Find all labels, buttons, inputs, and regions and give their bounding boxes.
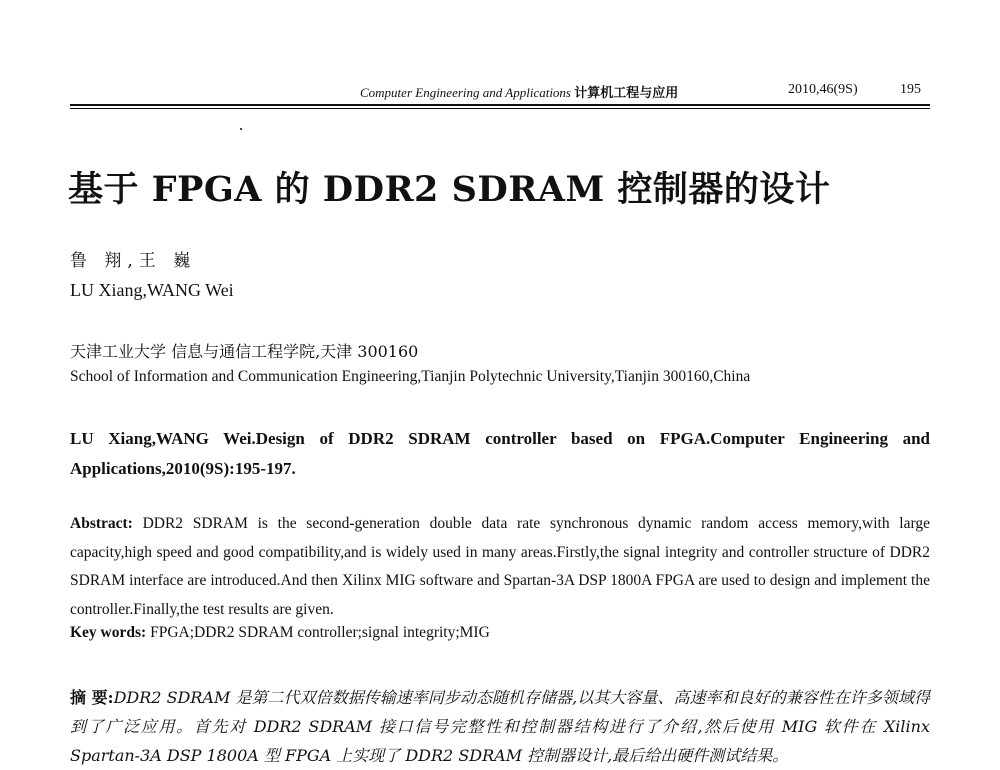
header-rule-thick — [70, 104, 930, 106]
abstract-cn-text: DDR2 SDRAM 是第二代双倍数据传输速率同步动态随机存储器,以其大容量、高速率和良好的兼容性在许多领域得到了广泛应用。首先对 DDR2 SDRAM 接口信号完整性和控制器结构进行了介绍,然后使用 MIG 软件在 Xilinx Spartan-3A DSP 1800A 型 FPGA 上实现了 DDR2 SDRAM 控制器设计,最后给出硬件测试结果。 — [70, 688, 930, 765]
paper-title: 基于 FPGA 的 DDR2 SDRAM 控制器的设计 — [68, 169, 831, 210]
citation: LU Xiang,WANG Wei.Design of DDR2 SDRAM controller based on FPGA.Computer Engineering and Applications,2010(9S):195-197. — [70, 429, 930, 478]
keywords-text: FPGA;DDR2 SDRAM controller;signal integrity;MIG — [150, 624, 490, 641]
scan-speck — [240, 128, 242, 130]
abstract-text: DDR2 SDRAM is the second-generation double data rate synchronous dynamic random access memory,with large capacity,high speed and good compatibility,and is widely used in many areas.Firstly,the signal integrity and controller structure of DDR2 SDRAM interface are introduced.And then Xilinx MIG software and Spartan-3A DSP 1800A FPGA are used to design and implement the controller.Finally,the test results are given. — [70, 515, 930, 618]
keywords-label: Key words: — [70, 624, 147, 641]
abstract-label: Abstract: — [70, 515, 133, 532]
journal-name-en: Computer Engineering and Applications — [360, 85, 571, 100]
authors-cn: 鲁 翔,王 巍 — [70, 251, 197, 271]
volume-issue: 2010,46(9S) — [788, 82, 858, 97]
affiliation-en: School of Information and Communication Engineering,Tianjin Polytechnic University,Tianjin 300160,China — [70, 368, 751, 385]
running-head — [70, 80, 930, 102]
journal-name-cn: 计算机工程与应用 — [574, 86, 679, 101]
page-number: 195 — [900, 82, 921, 97]
journal-name — [360, 82, 678, 101]
affiliation-cn: 天津工业大学 信息与通信工程学院,天津 300160 — [70, 342, 419, 361]
keywords-en — [70, 624, 930, 642]
authors-en: LU Xiang,WANG Wei — [70, 280, 234, 300]
abstract-cn-label: 摘 要: — [70, 688, 114, 707]
header-rule-thin — [70, 108, 930, 109]
abstract-cn — [70, 683, 930, 770]
abstract-en — [70, 510, 930, 624]
